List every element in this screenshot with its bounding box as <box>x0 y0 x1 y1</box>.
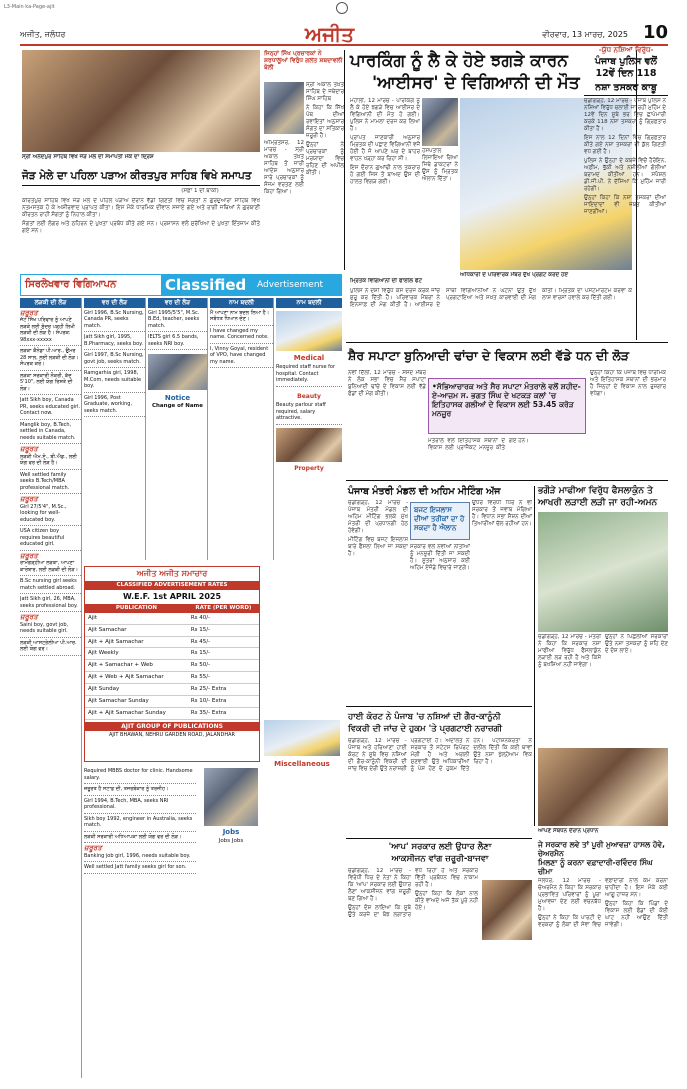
lead-photo-caption: ਅਧਿਕਾਰੀ ਦੇ ਪਰਿਵਾਰਕ ਮੈਂਬਰ ਦੁੱਖ ਪ੍ਰਗਟ ਕਰਦੇ ਹੋਏ <box>460 272 569 278</box>
lead-body-bottom: ਪੁਲਿਸ ਨੇ ਦੋਸ਼ੀ ਵਿਰੁੱਧ ਕੇਸ ਦਰਜ ਕਰਕੇ ਜਾਂਚ ਸ਼ੁਰੂ ਕਰ ਦਿੱਤੀ ਹੈ। ਪਰਿਵਾਰਕ ਮੈਂਬਰਾਂ ਨੇ ਇਨਸਾਫ਼ ਦੀ ਮੰਗ ਕੀਤੀ ਹੈ। ਆਈਸਰ ਦੇ ਸਾਥੀ ਵਿਗਿਆਨੀਆਂ ਨੇ ਘਟਨਾ ਉਤੇ ਦੁੱਖ ਪ੍ਰਗਟਾਇਆ ਅਤੇ ਸਖ਼ਤ ਕਾਰਵਾਈ ਦੀ ਮੰਗ ਕੀਤੀ। ਮ੍ਰਿਤਕ ਦਾ ਪੋਸਟਮਾਰਟਮ ਕਰਵਾ ਕੇ ਲਾਸ਼ ਵਾਰਸਾਂ ਹਵਾਲੇ ਕਰ ਦਿੱਤੀ ਗਈ। <box>350 288 632 308</box>
classified-ad: IELTS girl 6.5 bands, seeks NRI boy. <box>148 332 207 350</box>
lead-headline-1: ਪਾਰਕਿੰਗ ਨੂੰ ਲੈ ਕੇ ਹੋਏ ਝਗੜੇ ਕਾਰਨ <box>350 51 568 71</box>
classified-col-4 <box>210 298 274 560</box>
aap-headline-2: ਆਕਸੀਜਨ ਵਾਂਗ ਜ਼ਰੂਰੀ-ਬਾਜਵਾ <box>391 854 489 864</box>
sikh-preacher-body-2: ਅੰਮ੍ਰਿਤਸਰ, 12 ਮਾਰਚ - ਸ੍ਰੀ ਅਕਾਲ ਤਖ਼ਤ ਸਾਹਿਬ ਤੋਂ ਜਾਰੀ ਆਦੇਸ਼ ਅਨੁਸਾਰ ਸਾਰੇ ਪ੍ਰਚਾਰਕਾਂ ਨੂੰ ਸੰਜਮ ਵਰਤਣ ਲਈ ਕਿਹਾ ਗਿਆ। <box>264 140 304 195</box>
rate-row: Ajit + Samachar + Web Rs 50/- <box>85 660 259 672</box>
lead-portrait-caption: ਮ੍ਰਿਤਕ ਵਿਗਿਆਨੀ ਦੀ ਫਾਈਲ ਫੋਟੋ <box>350 278 423 284</box>
classified-ad: ਜ਼ਰੂਰਤ ਰਾਮਗੜ੍ਹੀਆ ਲੜਕਾ, ਆਪਣਾ ਕਾਰੋਬਾਰ, ਲਈ ਲੜਕੀ ਦੀ ਲੋੜ। <box>20 551 81 577</box>
drug-kicker: -ਯੁੱਧ ਨਸ਼ਿਆਂ ਵਿਰੁੱਧ- <box>598 46 654 54</box>
rate-card <box>84 566 260 762</box>
misc-icon <box>264 720 340 756</box>
cheema-body: ਜਲੰਧਰ, 12 ਮਾਰਚ - ਚੇਅਰਮੈਨ ਨੇ ਕਿਹਾ ਕਿ ਸਰਕਾਰ ਪ੍ਰਭਾਵਿਤ ਪਰਿਵਾਰਾਂ ਨੂੰ ਪੂਰਾ ਮੁਆਵਜ਼ਾ ਦੇਣ ਲਈ ਵਚਨਬੱਧ ਹੈ। ਉਨ੍ਹਾਂ ਨੇ ਕਿਹਾ ਕਿ ਪਾਰਟੀ ਦੇ ਵਰਕਰਾਂ ਨੂੰ ਲੋਕਾਂ ਦੀ ਸੇਵਾ ਵਿਚ ਵਫ਼ਾਦਾਰੀ ਨਾਲ ਕੰਮ ਕਰਨਾ ਚਾਹੀਦਾ ਹੈ। ਇਸ ਮੌਕੇ ਕਈ ਆਗੂ ਹਾਜ਼ਰ ਸਨ। ਉਨ੍ਹਾਂ ਕਿਹਾ ਕਿ ਪਿੰਡਾਂ ਦੇ ਵਿਕਾਸ ਲਈ ਫੰਡਾਂ ਦੀ ਕੋਈ ਘਾਟ ਨਹੀਂ ਆਉਣ ਦਿੱਤੀ ਜਾਵੇਗੀ। <box>538 878 668 928</box>
classified-title-en2: Advertisement <box>257 280 324 290</box>
highcourt-headline-1: ਹਾਈ ਕੋਰਟ ਨੇ ਪੰਜਾਬ 'ਚ ਨਸ਼ਿਆਂ ਦੀ ਗੈਰ-ਕਾਨੂੰਨੀ <box>348 712 501 722</box>
classified-ad: Girl 1994, B.Tech, MBA, seeks NRI professional. <box>84 796 196 814</box>
classified-col-head-4: ਨਾਮ ਬਦਲੀ <box>210 298 273 308</box>
classified-ad: ਲੜਕਾ ਕੈਨੇਡਾ ਪੀ.ਆਰ., ਉਮਰ 28 ਸਾਲ, ਲਈ ਲੜਕੀ ਦੀ ਲੋੜ। ਸੰਪਰਕ ਕਰੋ। <box>20 346 81 371</box>
cheema-headline-2: ਮਿਲਣਾ ਨੂੰ ਕਰਨਾ ਵਫ਼ਾਦਾਰੀ-ਰਵਿੰਦਰ ਸਿੰਘ ਚੀਮਾ <box>538 858 653 876</box>
classified-col-2 <box>84 298 146 560</box>
cabinet-body-1: ਚੰਡੀਗੜ੍ਹ, 12 ਮਾਰਚ - ਪੰਜਾਬ ਮੰਤਰੀ ਮੰਡਲ ਦੀ ਅਹਿਮ ਮੀਟਿੰਗ ਭਲਕੇ ਮੁੱਖ ਮੰਤਰੀ ਦੀ ਪ੍ਰਧਾਨਗੀ ਹੇਠ ਹੋਵੇਗੀ। ਮੀਟਿੰਗ ਵਿਚ ਬਜਟ ਇਜਲਾਸ ਬਾਰੇ ਫੈਸਲਾ ਲਿਆ ਜਾ ਸਕਦਾ ਹੈ। <box>348 500 408 557</box>
lead-headline-2: 'ਆਈਸਰ' ਦੇ ਵਿਗਿਆਨੀ ਦੀ ਮੌਤ <box>372 73 580 93</box>
rate-row: Ajit + Ajit Samachar Sunday Rs 35/- Extra <box>85 707 259 719</box>
lead-portrait <box>422 98 458 146</box>
jor-mela-continued: (ਸਫ਼ਾ 1 ਦੀ ਬਾਕੀ) <box>181 188 219 194</box>
cabinet-box: ਬਜਟ ਇਜਲਾਸ ਦੀਆਂ ਤਰੀਕਾਂ ਦਾ ਹੋ ਸਕਦਾ ਹੈ ਐਲਾਨ <box>410 502 470 540</box>
classified-col-5 <box>276 298 342 560</box>
drug-body: ਚੰਡੀਗੜ੍ਹ, 12 ਮਾਰਚ - ਪੰਜਾਬ ਪੁਲਿਸ ਨੇ ਨਸ਼ਿਆਂ ਵਿਰੁੱਧ ਚਲਾਈ ਜਾ ਰਹੀ ਮੁਹਿੰਮ ਦੇ 12ਵੇਂ ਦਿਨ ਸੂਬੇ ਭਰ ਵਿਚ ਛਾਪੇਮਾਰੀ ਕਰਕੇ 118 ਨਸ਼ਾ ਤਸਕਰਾਂ ਨੂੰ ਗ੍ਰਿਫ਼ਤਾਰ ਕੀਤਾ ਹੈ। ਇਸ ਨਾਲ 12 ਦਿਨਾਂ ਵਿਚ ਗ੍ਰਿਫ਼ਤਾਰ ਕੀਤੇ ਗਏ ਨਸ਼ਾ ਤਸਕਰਾਂ ਦੀ ਕੁੱਲ ਗਿਣਤੀ ਵਧ ਗਈ ਹੈ। ਪੁਲਿਸ ਨੇ ਉਨ੍ਹਾਂ ਦੇ ਕਬਜ਼ੇ ਵਿਚੋਂ ਹੈਰੋਇਨ, ਅਫ਼ੀਮ, ਭੁੱਕੀ ਅਤੇ ਨਸ਼ੀਲੀਆਂ ਗੋਲੀਆਂ ਬਰਾਮਦ ਕੀਤੀਆਂ ਹਨ। ਸਪੈਸ਼ਲ ਡੀ.ਜੀ.ਪੀ. ਨੇ ਦੱਸਿਆ ਕਿ ਮੁਹਿੰਮ ਜਾਰੀ ਰਹੇਗੀ। ਉਨ੍ਹਾਂ ਕਿਹਾ ਕਿ ਨਸ਼ਾ ਤਸਕਰਾਂ ਦੀਆਂ ਜਾਇਦਾਦਾਂ ਵੀ ਜ਼ਬਤ ਕੀਤੀਆਂ ਜਾਣਗੀਆਂ। <box>584 98 666 215</box>
rate-card-wef: W.E.F. 1st APRIL 2025 <box>122 591 222 601</box>
tourism-body-3: ਉਨ੍ਹਾਂ ਕਿਹਾ ਕਿ ਪੰਜਾਬ ਵਿਚ ਧਾਰਮਿਕ ਅਤੇ ਇਤਿਹਾਸਕ ਸਥਾਨਾਂ ਦੀ ਭਰਮਾਰ ਹੈ ਜਿਨ੍ਹਾਂ ਦੇ ਵਿਕਾਸ ਨਾਲ ਰੁਜ਼ਗਾਰ ਵਧੇਗਾ। <box>590 370 666 397</box>
classified-ad: Sikh boy 1992, engineer in Australia, seeks match. <box>84 814 196 832</box>
classified-ad: USA citizen boy requires beautiful educated girl. <box>20 526 81 551</box>
lead-body-col1: ਮੋਹਾਲੀ, 12 ਮਾਰਚ - ਪਾਰਕਿੰਗ ਨੂੰ ਲੈ ਕੇ ਹੋਏ ਝਗੜੇ ਵਿਚ ਆਈਸਰ ਦੇ ਵਿਗਿਆਨੀ ਦੀ ਮੌਤ ਹੋ ਗਈ। ਪੁਲਿਸ ਨੇ ਮਾਮਲਾ ਦਰਜ ਕਰ ਲਿਆ ਹੈ। ਪ੍ਰਾਪਤ ਜਾਣਕਾਰੀ ਅਨੁਸਾਰ ਮ੍ਰਿਤਕ ਦੀ ਪਛਾਣ ਵਿਗਿਆਨੀ ਵਜੋਂ ਹੋਈ ਹੈ ਜੋ ਆਪਣੇ ਘਰ ਦੇ ਬਾਹਰ ਵਾਹਨ ਖੜ੍ਹਾ ਕਰ ਰਿਹਾ ਸੀ। ਇਸ ਦੌਰਾਨ ਗੁਆਂਢੀ ਨਾਲ ਤਕਰਾਰ ਹੋ ਗਈ ਜਿਸ ਤੋਂ ਬਾਅਦ ਉਸ ਦੀ ਹਾਲਤ ਵਿਗੜ ਗਈ। <box>350 98 420 185</box>
sikh-preacher-headline: ਜਿਨ੍ਹਾਂ ਸਿੱਖ ਪ੍ਰਚਾਰਕਾਂ ਨੇ ਸ਼ਰਧਾਲੂਆਂ ਵਿਰੁੱਧ ਗਲਤ ਸ਼ਬਦਾਵਲੀ ਬੋਲੀ <box>264 50 343 71</box>
masthead-logo: ਅਜੀਤ <box>305 22 355 46</box>
medical-nurse-icon <box>276 311 342 351</box>
classified-ad: I, Vinny Goyal, resident of VPO, have changed my name. <box>210 344 273 369</box>
rate-row: Ajit Samachar Rs 15/- <box>85 624 259 636</box>
change-of-name-label: Change of Name <box>151 402 204 409</box>
classified-ad: ਜ਼ਰੂਰਤ Banking job girl, 1996, needs suitable boy. <box>84 843 196 862</box>
drug-headline-2: 12ਵੇਂ ਦਿਨ 118 <box>595 68 657 79</box>
highcourt-body: ਚੰਡੀਗੜ੍ਹ, 12 ਮਾਰਚ - ਪੰਜਾਬ ਅਤੇ ਹਰਿਆਣਾ ਹਾਈ ਕੋਰਟ ਨੇ ਸੂਬੇ ਵਿਚ ਨਸ਼ਿਆਂ ਦੀ ਗੈਰ-ਕਾਨੂੰਨੀ ਵਿਕਰੀ ਦੀ ਜਾਂਚ ਵਿਚ ਦੇਰੀ ਉਤੇ ਨਰਾਜ਼ਗੀ ਪ੍ਰਗਟਾਈ ਹੈ। ਅਦਾਲਤ ਨੇ ਸਰਕਾਰ ਤੋਂ ਸਟੇਟਸ ਰਿਪੋਰਟ ਮੰਗੀ ਹੈ ਅਤੇ ਅਗਲੀ ਸੁਣਵਾਈ ਉਤੇ ਅਧਿਕਾਰੀਆਂ ਨੂੰ ਪੇਸ਼ ਹੋਣ ਦੇ ਹੁਕਮ ਦਿੱਤੇ ਹਨ। ਪਟੀਸ਼ਨਕਰਤਾ ਨੇ ਦਲੀਲ ਦਿੱਤੀ ਕਿ ਕਈ ਥਾਵਾਂ ਉਤੇ ਨਸ਼ਾ ਖੁੱਲ੍ਹੇਆਮ ਵਿਕ ਰਿਹਾ ਹੈ। <box>348 738 532 772</box>
page-number: 10 <box>642 22 668 43</box>
drug-headline-3: ਨਸ਼ਾ ਤਸਕਰ ਕਾਬੂ <box>584 82 668 96</box>
mafia-headline-1: ਭਗੌੜੇ ਮਾਫੀਆ ਵਿਰੁੱਧ ਫੈਸਲਾਕੁੰਨ ਤੇ <box>538 486 653 496</box>
classified-ad: ਜ਼ਰੂਰਤ Saini boy, govt job, needs suitable girl. <box>20 612 81 638</box>
classified-col-3 <box>148 298 208 560</box>
classified-ad: Ramgarhia girl, 1998, M.Com, needs suitable boy. <box>84 368 145 393</box>
classified-title-pa: ਸਿਰਲੇਖਵਾਰ ਵਿਗਿਆਪਨ <box>21 275 161 295</box>
rate-col-publication: PUBLICATION <box>85 604 188 613</box>
medical-label: Medical <box>293 353 325 362</box>
cabinet-headline: ਪੰਜਾਬ ਮੰਤਰੀ ਮੰਡਲ ਦੀ ਅਹਿਮ ਮੀਟਿੰਗ ਅੱਜ <box>348 486 501 497</box>
drug-headline-1: ਪੰਜਾਬ ਪੁਲਿਸ ਵਲੋਂ <box>595 56 657 67</box>
rate-card-logo: ਅਜੀਤ ਅਜੀਤ ਸਮਾਚਾਰ <box>136 569 208 578</box>
classified-col-head-1: ਲੜਕੀ ਦੀ ਲੋੜ <box>20 298 81 308</box>
classified-ad: B.Sc nursing girl seeks match settled abroad. <box>20 576 81 594</box>
classified-banner <box>161 275 341 295</box>
registration-mark <box>336 2 348 14</box>
classified-ad: Well settled Jatt family seeks girl for son. <box>84 862 196 874</box>
classified-ad: Beauty parlour staff required, salary attractive. <box>276 400 342 425</box>
classified-header <box>20 274 342 296</box>
ad-tag-icon: ਜ਼ਰੂਰਤ <box>20 308 38 317</box>
classified-ad: Jatt Sikh girl, 26, MBA, seeks professional boy. <box>20 594 81 612</box>
classified-ad: Required staff nurse for hospital. Contact immediately. <box>276 362 342 387</box>
cabinet-body-3: ਉਧਰ ਵਿਰੋਧੀ ਧਿਰ ਨੇ ਵੀ ਸਰਕਾਰ ਤੋਂ ਜਵਾਬ ਮੰਗਿਆ ਹੈ। ਵਿਧਾਨ ਸਭਾ ਸੈਸ਼ਨ ਦੀਆਂ ਤਿਆਰੀਆਂ ਚੱਲ ਰਹੀਆਂ ਹਨ। <box>472 500 532 527</box>
jathedar-portrait <box>264 82 304 134</box>
jor-mela-caption: ਸ੍ਰੀ ਅਨੰਦਪੁਰ ਸਾਹਿਬ ਵਿਖੇ ਜੋੜ ਮੇਲੇ ਦੀ ਸਮਾਪਤੀ ਮੌਕੇ ਦਾ ਦ੍ਰਿਸ਼ <box>22 154 154 160</box>
property-label: Property <box>294 464 324 472</box>
beauty-label: Beauty <box>297 392 321 400</box>
crop-line: L3-Main ka-Page-ajit <box>4 4 55 10</box>
rate-row: Ajit + Web + Ajit Samachar Rs 55/- <box>85 672 259 684</box>
classified-ad: Girl 1996, B.Sc Nursing, Canada PR, seeks match. <box>84 308 145 333</box>
rate-row: Ajit Samachar Sunday Rs 10/- Extra <box>85 695 259 707</box>
jor-mela-photo <box>22 50 260 152</box>
cabinet-body-2: ਸਰਕਾਰ ਵਲੋਂ ਨਵੀਆਂ ਨੀਤੀਆਂ ਨੂੰ ਮਨਜ਼ੂਰੀ ਦਿੱਤੀ ਜਾ ਸਕਦੀ ਹੈ। ਸੂਤਰਾਂ ਅਨੁਸਾਰ ਕਈ ਅਹਿਮ ਏਜੰਡੇ ਵਿਚਾਰੇ ਜਾਣਗੇ। <box>410 544 470 571</box>
mafia-press-photo <box>538 512 668 632</box>
classified-ad: ਜ਼ਰੂਰਤ ਲੜਕੀ ਐਮ.ਏ., ਬੀ.ਐਡ., ਲਈ ਯੋਗ ਵਰ ਦੀ ਲੋੜ ਹੈ। <box>20 444 81 470</box>
rate-row: Ajit Sunday Rs 25/- Extra <box>85 684 259 696</box>
classified-lower-mid <box>84 766 196 1066</box>
tourism-headline: ਸ਼ੈਰ ਸਪਾਟਾ ਬੁਨਿਆਦੀ ਢਾਂਚਾ ਦੇ ਵਿਕਾਸ ਲਈ ਵੱਡੇ ਧਨ ਦੀ ਲੋੜ <box>348 348 630 363</box>
masthead-location: ਅਜੀਤ, ਜਲੰਧਰ <box>20 30 66 39</box>
classified-col-head-5: ਨਾਮ ਬਦਲੀ <box>276 298 342 308</box>
bajwa-portrait <box>482 880 532 940</box>
mafia-headline-2: ਆਖਰੀ ਲੜਾਈ ਲੜੀ ਜਾ ਰਹੀ-ਅਮਨ <box>538 498 658 508</box>
jor-mela-body: ਕੀਰਤਪੁਰ ਸਾਹਿਬ ਵਿਖੇ ਜੋੜ ਮੇਲੇ ਦੇ ਪਹਿਲੇ ਪੜਾਅ ਦੌਰਾਨ ਵੱਡੀ ਗਿਣਤੀ ਵਿਚ ਸੰਗਤਾਂ ਨੇ ਗੁਰਦੁਆਰਾ ਸਾਹਿਬ ਵਿਖੇ ਨਤਮਸਤਕ ਹੋ ਕੇ ਅਸ਼ੀਰਵਾਦ ਪ੍ਰਾਪਤ ਕੀਤਾ। ਇਸ ਮੌਕੇ ਧਾਰਮਿਕ ਦੀਵਾਨ ਸਜਾਏ ਗਏ ਅਤੇ ਰਾਗੀ ਜਥਿਆਂ ਨੇ ਗੁਰਬਾਣੀ ਕੀਰਤਨ ਰਾਹੀਂ ਸੰਗਤਾਂ ਨੂੰ ਨਿਹਾਲ ਕੀਤਾ। ਸੰਗਤਾਂ ਲਈ ਲੰਗਰ ਅਤੇ ਠਹਿਰਨ ਦੇ ਪੁਖਤਾ ਪ੍ਰਬੰਧ ਕੀਤੇ ਗਏ ਸਨ। ਪ੍ਰਸ਼ਾਸਨ ਵਲੋਂ ਸੁਰੱਖਿਆ ਦੇ ਪੁਖਤਾ ਇੰਤਜ਼ਾਮ ਕੀਤੇ ਗਏ ਸਨ। <box>22 198 260 234</box>
classified-col-head-3: ਵਰ ਦੀ ਲੋੜ <box>148 298 207 308</box>
classified-ad: ਜ਼ਰੂਰਤ Girl 27/5'4", M.Sc., looking for well-educated boy. <box>20 494 81 526</box>
masthead-date: ਵੀਰਵਾਰ, 13 ਮਾਰਚ, 2025 <box>542 30 628 39</box>
rate-row: Ajit Weekly Rs 15/- <box>85 648 259 660</box>
notice-megaphone-icon <box>148 354 207 390</box>
classified-ad: ਜ਼ਰੂਰਤ ਹੈ ਸਟਾਫ਼ ਦੀ, ਤਜਰਬੇਕਾਰ ਨੂੰ ਤਰਜੀਹ। <box>84 784 196 796</box>
classified-ad: Manglik boy, B.Tech, settled in Canada, needs suitable match. <box>20 420 81 445</box>
classified-title-en: Classified <box>165 276 247 294</box>
jor-mela-headline: ਜੋੜ ਮੇਲੇ ਦਾ ਪਹਿਲਾ ਪੜਾਅ ਕੀਰਤਪੁਰ ਸਾਹਿਬ ਵਿਖੇ ਸਮਾਪਤ <box>22 170 260 186</box>
highcourt-headline-2: ਵਿਕਰੀ ਦੀ ਜਾਂਚ ਦੇ ਹੁਕਮ 'ਤੇ ਪ੍ਰਗਟਾਈ ਨਰਾਜ਼ਗੀ <box>348 724 503 734</box>
classified-col-1 <box>20 298 82 1078</box>
property-house-icon <box>276 428 342 462</box>
classified-ad: Required MBBS doctor for clinic. Handsome salary. <box>84 766 196 784</box>
lead-body-col2: ਹਸਪਤਾਲ ਲਿਜਾਇਆ ਗਿਆ ਜਿਥੇ ਡਾਕਟਰਾਂ ਨੇ ਉਸ ਨੂੰ ਮ੍ਰਿਤਕ ਐਲਾਨ ਦਿੱਤਾ। <box>422 148 458 182</box>
classified-ad: ਮੈਂ ਆਪਣਾ ਨਾਮ ਬਦਲ ਲਿਆ ਹੈ। ਸਬੰਧਤ ਧਿਆਨ ਦੇਣ। <box>210 308 273 326</box>
classified-ad: Jatt Sikh boy, Canada PR, seeks educated girl. Contact now. <box>20 395 81 420</box>
classified-ad: ਲੜਕੀ ਆਸਟ੍ਰੇਲੀਆ ਪੀ.ਆਰ. ਲਈ ਯੋਗ ਵਰ। <box>20 638 81 656</box>
tourism-highlight-box: •ਸੱਭਿਆਚਾਰਕ ਅਤੇ ਸੈਰ ਸਪਾਟਾ ਮੰਤਰਾਲੇ ਵਲੋਂ ਸ਼ਹੀਦ-ਏ-ਆਜ਼ਮ ਸ. ਭਗਤ ਸਿੰਘ ਦੇ ਖਟਕੜ ਕਲਾਂ 'ਚ ਇਤਿਹਾਸਕ ਗਲੀਆਂ ਦੇ ਵਿਕਾਸ ਲਈ 53.45 ਕਰੋੜ ਮਨਜ਼ੂਰ <box>428 378 586 434</box>
cheema-photo <box>538 748 668 826</box>
classified-ad: ਲੜਕਾ ਸਰਕਾਰੀ ਨੌਕਰੀ, ਕੱਦ 5'10", ਲਈ ਯੋਗ ਰਿਸ਼ਤੇ ਦੀ ਲੋੜ। <box>20 371 81 396</box>
misc-label: Miscellaneous <box>274 760 330 768</box>
classified-ad: Girl 1995/5'5", M.Sc. B.Ed, teacher, seeks match. <box>148 308 207 333</box>
classified-col-head-2: ਵਰ ਦੀ ਲੋੜ <box>84 298 145 308</box>
classified-ad: Girl 1996, Post Graduate, working, seeks match. <box>84 393 145 418</box>
cheema-headline-1: ਜੇ ਸਰਕਾਰ ਲਵੇ ਤਾਂ ਪੂਰੀ ਮੁਆਵਜ਼ਾ ਹਾਸਲ ਹੋਵੇ, ਚੇਅਰਮੈਨ <box>538 840 665 858</box>
jobs-sub: Jobs Jobs <box>218 838 244 844</box>
jobs-label: Jobs <box>222 828 240 836</box>
classified-ad: ਲੜਕੀ ਸਰਕਾਰੀ ਅਧਿਆਪਕਾ ਲਈ ਯੋਗ ਵਰ ਦੀ ਲੋੜ। <box>84 832 196 844</box>
mafia-body: ਚੰਡੀਗੜ੍ਹ, 12 ਮਾਰਚ - ਮੰਤਰੀ ਨੇ ਕਿਹਾ ਕਿ ਸਰਕਾਰ ਨਸ਼ਾ ਮਾਫੀਆ ਵਿਰੁੱਧ ਫੈਸਲਾਕੁੰਨ ਲੜਾਈ ਲੜ ਰਹੀ ਹੈ ਅਤੇ ਕਿਸੇ ਨੂੰ ਬਖਸ਼ਿਆ ਨਹੀਂ ਜਾਵੇਗਾ। ਉਨ੍ਹਾਂ ਨੇ ਪਿਛਲੀਆਂ ਸਰਕਾਰਾਂ ਉਤੇ ਨਸ਼ਾ ਤਸਕਰਾਂ ਨੂੰ ਸ਼ਹਿ ਦੇਣ ਦੇ ਦੋਸ਼ ਲਾਏ। <box>538 634 668 668</box>
aap-body: ਚੰਡੀਗੜ੍ਹ, 12 ਮਾਰਚ - ਵਿਰੋਧੀ ਧਿਰ ਦੇ ਨੇਤਾ ਨੇ ਕਿਹਾ ਕਿ 'ਆਪ' ਸਰਕਾਰ ਲਈ ਉਧਾਰ ਲੈਣਾ ਆਕਸੀਜਨ ਵਾਂਗ ਜ਼ਰੂਰੀ ਬਣ ਗਿਆ ਹੈ। ਉਨ੍ਹਾਂ ਦੋਸ਼ ਲਾਇਆ ਕਿ ਸੂਬੇ ਉਤੇ ਕਰਜ਼ੇ ਦਾ ਬੋਝ ਲਗਾਤਾਰ ਵਧ ਰਿਹਾ ਹੈ ਅਤੇ ਸਰਕਾਰ ਵਿੱਤੀ ਪ੍ਰਬੰਧਨ ਵਿਚ ਨਾਕਾਮ ਰਹੀ ਹੈ। ਉਨ੍ਹਾਂ ਕਿਹਾ ਕਿ ਲੋਕਾਂ ਨਾਲ ਕੀਤੇ ਵਾਅਦੇ ਅਜੇ ਤੱਕ ਪੂਰੇ ਨਹੀਂ ਹੋਏ। <box>348 868 478 918</box>
classified-ad: Well settled family seeks B.Tech/MBA professional match. <box>20 470 81 495</box>
notice-label: Notice <box>164 394 191 402</box>
rate-card-title: CLASSIFIED ADVERTISEMENT RATES <box>85 581 259 590</box>
classified-ad: ਜ਼ਰੂਰਤ ਜੱਟ ਸਿੱਖ ਪਰਿਵਾਰ ਨੂੰ ਆਪਣੇ ਲੜਕੇ ਲਈ ਸੁੰਦਰ ਪੜ੍ਹੀ ਲਿਖੀ ਲੜਕੀ ਦੀ ਲੋੜ ਹੈ। ਸੰਪਰਕ: 98xxx-xxxxx <box>20 308 81 347</box>
classified-ad: I have changed my name. Concerned note. <box>210 326 273 344</box>
tourism-body-1: ਨਵੀਂ ਦਿੱਲੀ, 12 ਮਾਰਚ - ਸੰਸਦ ਮੈਂਬਰ ਨੇ ਲੋਕ ਸਭਾ ਵਿਚ ਸੈਰ ਸਪਾਟਾ ਬੁਨਿਆਦੀ ਢਾਂਚੇ ਦੇ ਵਿਕਾਸ ਲਈ ਵੱਡੇ ਫੰਡਾਂ ਦੀ ਮੰਗ ਕੀਤੀ। <box>348 370 426 397</box>
rate-col-rate: RATE (PER WORD) <box>188 604 259 613</box>
rate-card-group: AJIT GROUP OF PUBLICATIONS <box>85 722 259 732</box>
rate-card-address: AJIT BHAWAN, NEHRU GARDEN ROAD, JALANDHAR <box>109 732 235 739</box>
rate-row: Ajit Rs 40/- <box>85 613 259 624</box>
rate-table <box>85 604 259 720</box>
rate-row: Ajit + Ajit Samachar Rs 45/- <box>85 636 259 648</box>
masthead <box>20 24 668 46</box>
classified-ad: Jatt Sikh girl, 1995, B.Pharmacy, seeks boy. <box>84 332 145 350</box>
cheema-caption: ਆਪਣੇ ਸੰਬੋਧਨ ਦੌਰਾਨ ਪ੍ਰਧਾਨ <box>538 828 599 834</box>
aap-headline-1: 'ਆਪ' ਸਰਕਾਰ ਲਈ ਉਧਾਰ ਲੈਣਾ <box>388 842 492 852</box>
classified-ad: Girl 1997, B.Sc Nursing, govt job, seeks match. <box>84 350 145 368</box>
jobs-person-icon <box>204 768 258 826</box>
tourism-body-2: ਮੰਤਰਾਲੇ ਵਲੋਂ ਇਤਿਹਾਸਕ ਸਥਾਨਾਂ ਦੇ ਵਿਕਾਸ ਲਈ ਪ੍ਰਾਜੈਕਟ ਮਨਜ਼ੂਰ ਕੀਤੇ ਗਏ ਹਨ। <box>428 438 529 451</box>
sikh-preacher-body: ਸ੍ਰੀ ਅਕਾਲ ਤਖ਼ਤ ਸਾਹਿਬ ਦੇ ਜਥੇਦਾਰ ਸਿੰਘ ਸਾਹਿਬ ਨੇ ਕਿਹਾ ਕਿ ਸਿੱਖ ਪੰਥ ਦੀਆਂ ਰਵਾਇਤਾਂ ਅਨੁਸਾਰ ਸੰਗਤ ਦਾ ਸਤਿਕਾਰ ਜ਼ਰੂਰੀ ਹੈ। ਉਨ੍ਹਾਂ ਨੇ ਪ੍ਰਚਾਰਕਾਂ ਨੂੰ ਮਰਯਾਦਾ ਵਿਚ ਰਹਿਣ ਦੀ ਅਪੀਲ ਕੀਤੀ। <box>306 82 344 176</box>
